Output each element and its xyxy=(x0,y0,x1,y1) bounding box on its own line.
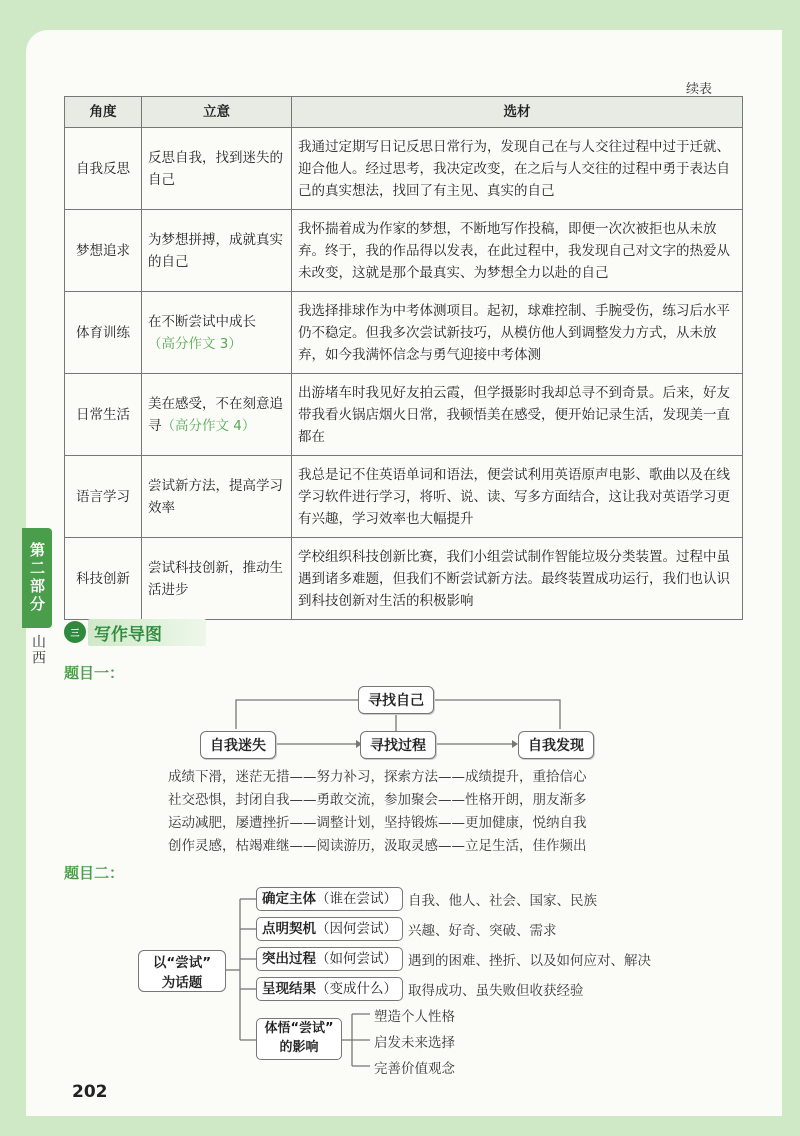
branch-title: 点明契机 xyxy=(262,921,316,937)
cell-angle: 体育训练 xyxy=(65,292,142,374)
cell-material: 出游堵车时我见好友拍云霞，但学摄影时我却总寻不到奇景。后来，好友带我看火锅店烟火日常，我顿悟美在感受，便开始记录生活，发现美一直都在 xyxy=(292,374,743,456)
branch-hint: （因何尝试） xyxy=(316,921,397,937)
topic1-root-box: 寻找自己 xyxy=(358,686,434,714)
topic1-row: 成绩下滑，迷茫无措——努力补习，探索方法——成绩提升，重拾信心 xyxy=(168,769,587,785)
theme-text: 尝试新方法，提高学习效率 xyxy=(148,477,283,516)
topic1-node-lost: 自我迷失 xyxy=(200,731,276,759)
topic2-label: 题目二： xyxy=(64,864,125,882)
cell-angle: 自我反思 xyxy=(65,128,142,210)
impact-item: 完善价值观念 xyxy=(374,1061,455,1077)
cell-angle: 语言学习 xyxy=(65,456,142,538)
cell-angle: 科技创新 xyxy=(65,538,142,620)
cell-material: 我通过定期写日记反思日常行为，发现自己在与人交往过程中过于迁就、迎合他人。经过思考，我决定改变，在之后与人交往的过程中勇于表达自己的真实想法，找回了有主见、真实的自己 xyxy=(292,128,743,210)
section-title-text: 写作导图 xyxy=(88,619,206,646)
region-label: 山西 xyxy=(30,634,46,666)
branch-detail: 兴趣、好奇、突破、需求 xyxy=(408,923,557,939)
cell-material: 我选择排球作为中考体测项目。起初，球难控制、手腕受伤，练习后水平仍不稳定。但我多次尝试新技巧，从模仿他人到调整发力方式，从未放弃，如今我满怀信念与勇气迎接中考体测 xyxy=(292,292,743,374)
branch-title: 呈现结果 xyxy=(262,981,316,997)
branch-process xyxy=(256,947,403,971)
topic2-root-line: 以“尝试” xyxy=(152,955,212,971)
branch-detail: 遇到的困难、挫折、以及如何应对、解决 xyxy=(408,953,651,969)
header-material: 选材 xyxy=(292,97,743,128)
essay-tag: （高分作文 4） xyxy=(161,417,256,434)
theme-text: 反思自我，找到迷失的自己 xyxy=(148,149,283,188)
topic2-root-line: 为话题 xyxy=(161,975,203,991)
topic2-root-box xyxy=(138,950,226,992)
branch-hint: （如何尝试） xyxy=(316,951,397,967)
cell-angle: 梦想追求 xyxy=(65,210,142,292)
topic1-row: 创作灵感，枯竭难继——阅读游历，汲取灵感——立足生活，佳作频出 xyxy=(168,838,587,854)
connector-line xyxy=(236,700,358,729)
branch-title: 突出过程 xyxy=(262,951,316,967)
topic1-row: 运动减肥，屡遭挫折——调整计划，坚持锻炼——更加健康，悦纳自我 xyxy=(168,815,587,831)
branch-hint: （变成什么） xyxy=(316,981,397,997)
branch-hint: （谁在尝试） xyxy=(316,891,397,907)
theme-text: 美在感受，不在刻意追寻 xyxy=(148,395,283,434)
section-number-icon: 三 xyxy=(64,621,86,643)
impact-item: 塑造个人性格 xyxy=(374,1009,455,1025)
branch-opportunity xyxy=(256,917,403,941)
topic1-row: 社交恐惧，封闭自我——勇敢交流，参加聚会——性格开朗，朋友渐多 xyxy=(168,792,587,808)
header-theme: 立意 xyxy=(142,97,292,128)
topic1-node-discovery: 自我发现 xyxy=(518,731,594,759)
branch-detail: 自我、他人、社会、国家、民族 xyxy=(408,893,597,909)
cell-material: 我怀揣着成为作家的梦想，不断地写作投稿，即便一次次被拒也从未放弃。终于，我的作品得以发表，在此过程中，我发现自己对文字的热爱从未改变，这就是那个最真实、为梦想全力以赴的自己 xyxy=(292,210,743,292)
header-angle: 角度 xyxy=(65,97,142,128)
branch-result xyxy=(256,977,403,1001)
topic1-node-process: 寻找过程 xyxy=(360,731,436,759)
theme-text: 在不断尝试中成长 xyxy=(148,313,256,330)
cell-material: 我总是记不住英语单词和语法，便尝试利用英语原声电影、歌曲以及在线学习软件进行学习，将听、说、读、写多方面结合，这让我对英语学习更有兴趣，学习效率也大幅提升 xyxy=(292,456,743,538)
cell-angle: 日常生活 xyxy=(65,374,142,456)
essay-tag: （高分作文 3） xyxy=(148,335,242,352)
impact-box xyxy=(256,1018,342,1060)
section-side-tab: 第二部分 xyxy=(22,528,52,628)
impact-line: 的影响 xyxy=(279,1040,319,1055)
theme-text: 尝试科技创新，推动生活进步 xyxy=(148,559,283,598)
page-number: 202 xyxy=(72,1082,108,1102)
branch-title: 确定主体 xyxy=(262,891,316,907)
branch-subject xyxy=(256,887,403,911)
impact-item: 启发未来选择 xyxy=(374,1035,455,1051)
branch-detail: 取得成功、虽失败但收获经验 xyxy=(408,983,584,999)
topic1-label: 题目一： xyxy=(64,664,125,682)
connector-line xyxy=(432,700,560,729)
topic1-rows xyxy=(168,766,587,858)
impact-line: 体悟“尝试” xyxy=(264,1021,334,1036)
theme-text: 为梦想拼搏，成就真实的自己 xyxy=(148,231,283,270)
continued-label: 续表 xyxy=(686,82,713,97)
cell-material: 学校组织科技创新比赛，我们小组尝试制作智能垃圾分类装置。过程中虽遇到诸多难题，但我们不断尝试新方法。最终装置成功运行，我们也认识到科技创新对生活的积极影响 xyxy=(292,538,743,620)
